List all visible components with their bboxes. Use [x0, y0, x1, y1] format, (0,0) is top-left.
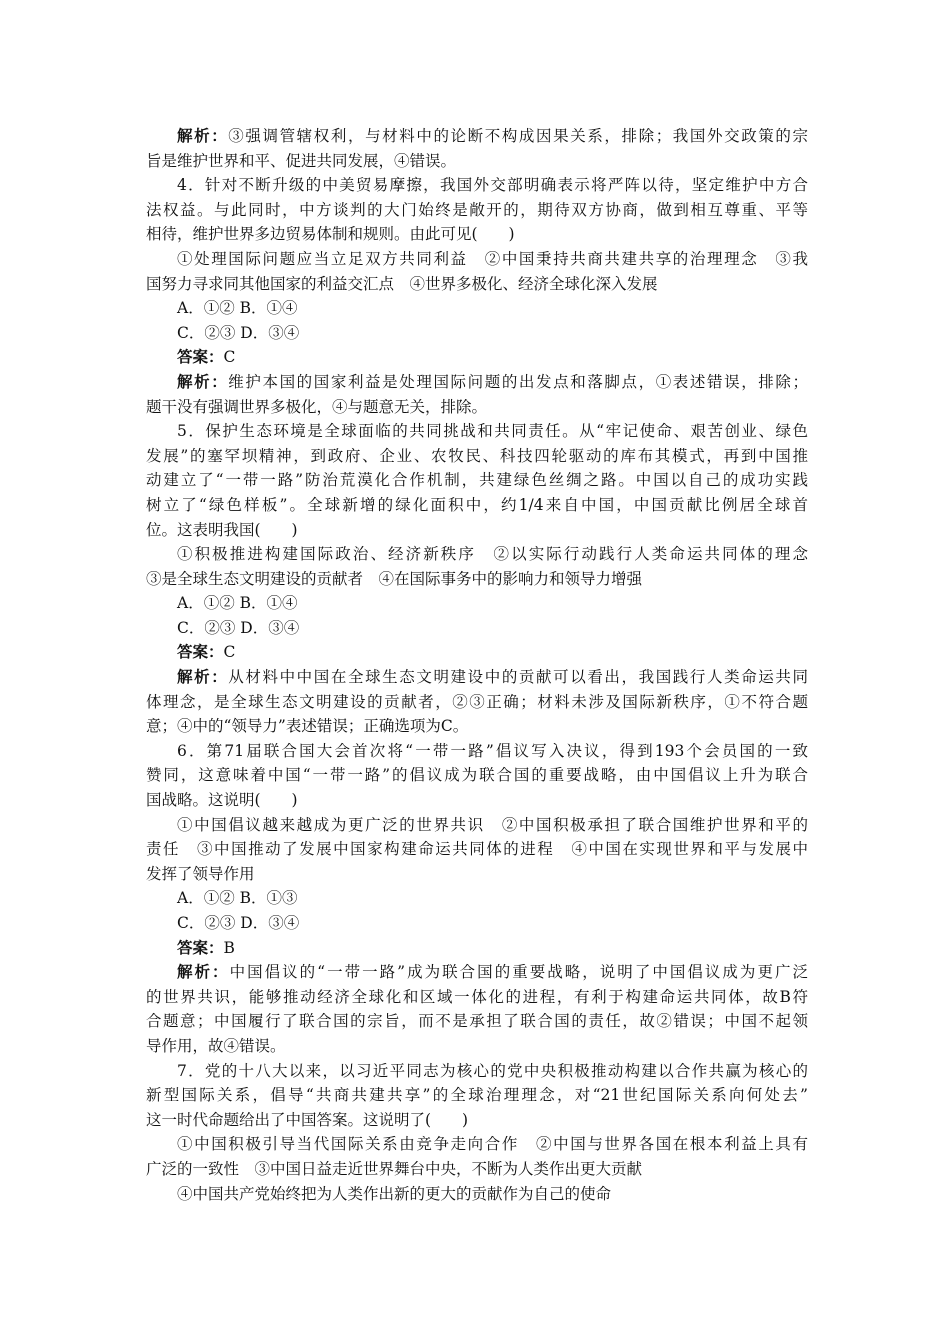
line-text: 4．针对不断升级的中美贸易摩擦，我国外交部明确表示将严阵以待，坚定维护中方合 — [177, 176, 808, 195]
line-text: ①中国倡议越来越成为更广泛的世界共识 ②中国积极承担了联合国维护世界和平的 — [177, 815, 808, 834]
text-line — [146, 813, 808, 838]
text-line — [146, 567, 808, 592]
line-text: 意；④中的“领导力”表述错误；正确选项为C。 — [146, 717, 469, 736]
bold-label: 解析： — [177, 667, 229, 687]
line-text: 中国倡议的“一带一路”成为联合国的重要战略，说明了中国倡议成为更广泛 — [229, 963, 808, 982]
line-text: ①积极推进构建国际政治、经济新秩序 ②以实际行动践行人类命运共同体的理念 — [177, 545, 808, 564]
text-line — [146, 788, 808, 813]
text-line — [146, 321, 808, 346]
line-text: 5．保护生态环境是全球面临的共同挑战和共同责任。从“牢记使命、艰苦创业、绿色 — [177, 422, 808, 441]
text-line — [146, 911, 808, 936]
line-text: 国战略。这说明( ) — [146, 791, 298, 810]
line-text: C．②③ D．③④ — [177, 323, 300, 342]
line-text: 维护本国的国家利益是处理国际问题的出发点和落脚点，①表述错误，排除； — [228, 372, 808, 391]
text-line — [146, 247, 808, 272]
line-text: 旨是维护世界和平、促进共同发展，④错误。 — [146, 151, 457, 170]
line-text: 的世界共识，能够推动经济全球化和区域一体化的进程，有利于构建命运共同体，故B符 — [146, 987, 808, 1006]
line-text: ①处理国际问题应当立足双方共同利益 ②中国秉持共商共建共享的治理理念 ③我 — [177, 249, 808, 268]
bold-label: 解析： — [177, 371, 229, 391]
line-text: 合题意；中国履行了联合国的宗旨，而不是承担了联合国的责任，故②错误；中国不起领 — [146, 1012, 808, 1031]
line-text: A．①② B．①④ — [177, 594, 298, 613]
text-line — [146, 493, 808, 518]
line-text: 从材料中中国在全球生态文明建设中的贡献可以看出，我国践行人类命运共同 — [228, 668, 808, 687]
text-line — [146, 616, 808, 641]
text-line — [146, 1108, 808, 1133]
text-line — [146, 690, 808, 715]
text-line — [146, 124, 808, 149]
bold-label: 解析： — [177, 962, 230, 982]
line-text: 发展”的塞罕坝精神，到政府、企业、农牧民、科技四轮驱动的库布其模式，再到中国推 — [146, 446, 808, 465]
line-text: 体理念，是全球生态文明建设的贡献者，②③正确；材料未涉及国际新秩序，①不符合题 — [146, 692, 808, 711]
text-line — [146, 665, 808, 690]
text-line — [146, 1182, 808, 1207]
line-text: 树立了“绿色样板”。全球新增的绿化面积中，约1/4来自中国，中国贡献比例居全球首 — [146, 495, 808, 514]
text-line — [146, 345, 808, 370]
text-line — [146, 960, 808, 985]
text-line — [146, 149, 808, 174]
text-line — [146, 395, 808, 420]
text-line — [146, 1034, 808, 1059]
line-text: A．①② B．①③ — [177, 889, 298, 908]
line-text: 发挥了领导作用 — [146, 864, 255, 883]
text-line — [146, 1132, 808, 1157]
text-line — [146, 1157, 808, 1182]
line-text: ④中国共产党始终把为人类作出新的更大的贡献作为自己的使命 — [177, 1184, 612, 1203]
text-line — [146, 296, 808, 321]
line-text: 相待，维护世界多边贸易体制和规则。由此可见( ) — [146, 225, 515, 244]
line-text: 这一时代命题给出了中国答案。这说明了( ) — [146, 1110, 469, 1129]
line-text: 位。这表明我国( ) — [146, 520, 298, 539]
text-line — [146, 739, 808, 764]
line-text: 6．第71届联合国大会首次将“一带一路”倡议写入决议，得到193个会员国的一致 — [177, 741, 808, 760]
text-line — [146, 542, 808, 567]
line-text: C — [223, 643, 236, 662]
line-text: A．①② B．①④ — [177, 299, 298, 318]
text-line — [146, 936, 808, 961]
line-text: 赞同，这意味着中国“一带一路”的倡议成为联合国的重要战略，由中国倡议上升为联合 — [146, 766, 808, 785]
line-text: C．②③ D．③④ — [177, 618, 300, 637]
text-line — [146, 862, 808, 887]
text-line — [146, 640, 808, 665]
text-line — [146, 173, 808, 198]
text-line — [146, 272, 808, 297]
bold-label: 答案： — [177, 642, 224, 662]
line-text: 责任 ③中国推动了发展中国家构建命运共同体的进程 ④中国在实现世界和平与发展中 — [146, 840, 808, 859]
line-text: 新型国际关系，倡导“共商共建共享”的全球治理理念，对“21世纪国际关系向何处去” — [146, 1086, 808, 1105]
text-line — [146, 444, 808, 469]
text-line — [146, 837, 808, 862]
line-text: 7．党的十八大以来，以习近平同志为核心的党中央积极推动构建以合作共赢为核心的 — [177, 1061, 808, 1080]
text-line — [146, 591, 808, 616]
text-line — [146, 763, 808, 788]
bold-label: 答案： — [177, 347, 224, 367]
text-line — [146, 714, 808, 739]
line-text: 题干没有强调世界多极化，④与题意无关，排除。 — [146, 397, 488, 416]
line-text: 国努力寻求同其他国家的利益交汇点 ④世界多极化、经济全球化深入发展 — [146, 274, 658, 293]
text-line — [146, 222, 808, 247]
text-line — [146, 468, 808, 493]
line-text: ①中国积极引导当代国际关系由竞争走向合作 ②中国与世界各国在根本利益上具有 — [177, 1135, 808, 1154]
bold-label: 解析： — [177, 126, 229, 145]
line-text: C．②③ D．③④ — [177, 914, 300, 932]
text-line — [146, 886, 808, 911]
line-text: ③是全球生态文明建设的贡献者 ④在国际事务中的影响力和领导力增强 — [146, 569, 643, 588]
text-line — [146, 1059, 808, 1084]
bold-label: 答案： — [177, 937, 224, 957]
text-line — [146, 198, 808, 223]
line-text: 广泛的一致性 ③中国日益走近世界舞台中央，不断为人类作出更大贡献 — [146, 1159, 643, 1178]
line-text: ③强调管辖权利，与材料中的论断不构成因果关系，排除；我国外交政策的宗 — [228, 127, 808, 145]
text-line — [146, 985, 808, 1010]
text-line — [146, 370, 808, 395]
text-line — [146, 518, 808, 543]
text-line — [146, 1083, 808, 1108]
line-text: 法权益。与此同时，中方谈判的大门始终是敞开的，期待双方协商，做到相互尊重、平等 — [146, 200, 808, 219]
line-text: B — [223, 938, 235, 957]
line-text: 动建立了“一带一路”防治荒漠化合作机制，共建绿色丝绸之路。中国以自己的成功实践 — [146, 471, 808, 490]
text-line — [146, 419, 808, 444]
line-text: C — [223, 348, 236, 367]
text-line — [146, 1009, 808, 1034]
line-text: 导作用，故④错误。 — [146, 1036, 286, 1055]
